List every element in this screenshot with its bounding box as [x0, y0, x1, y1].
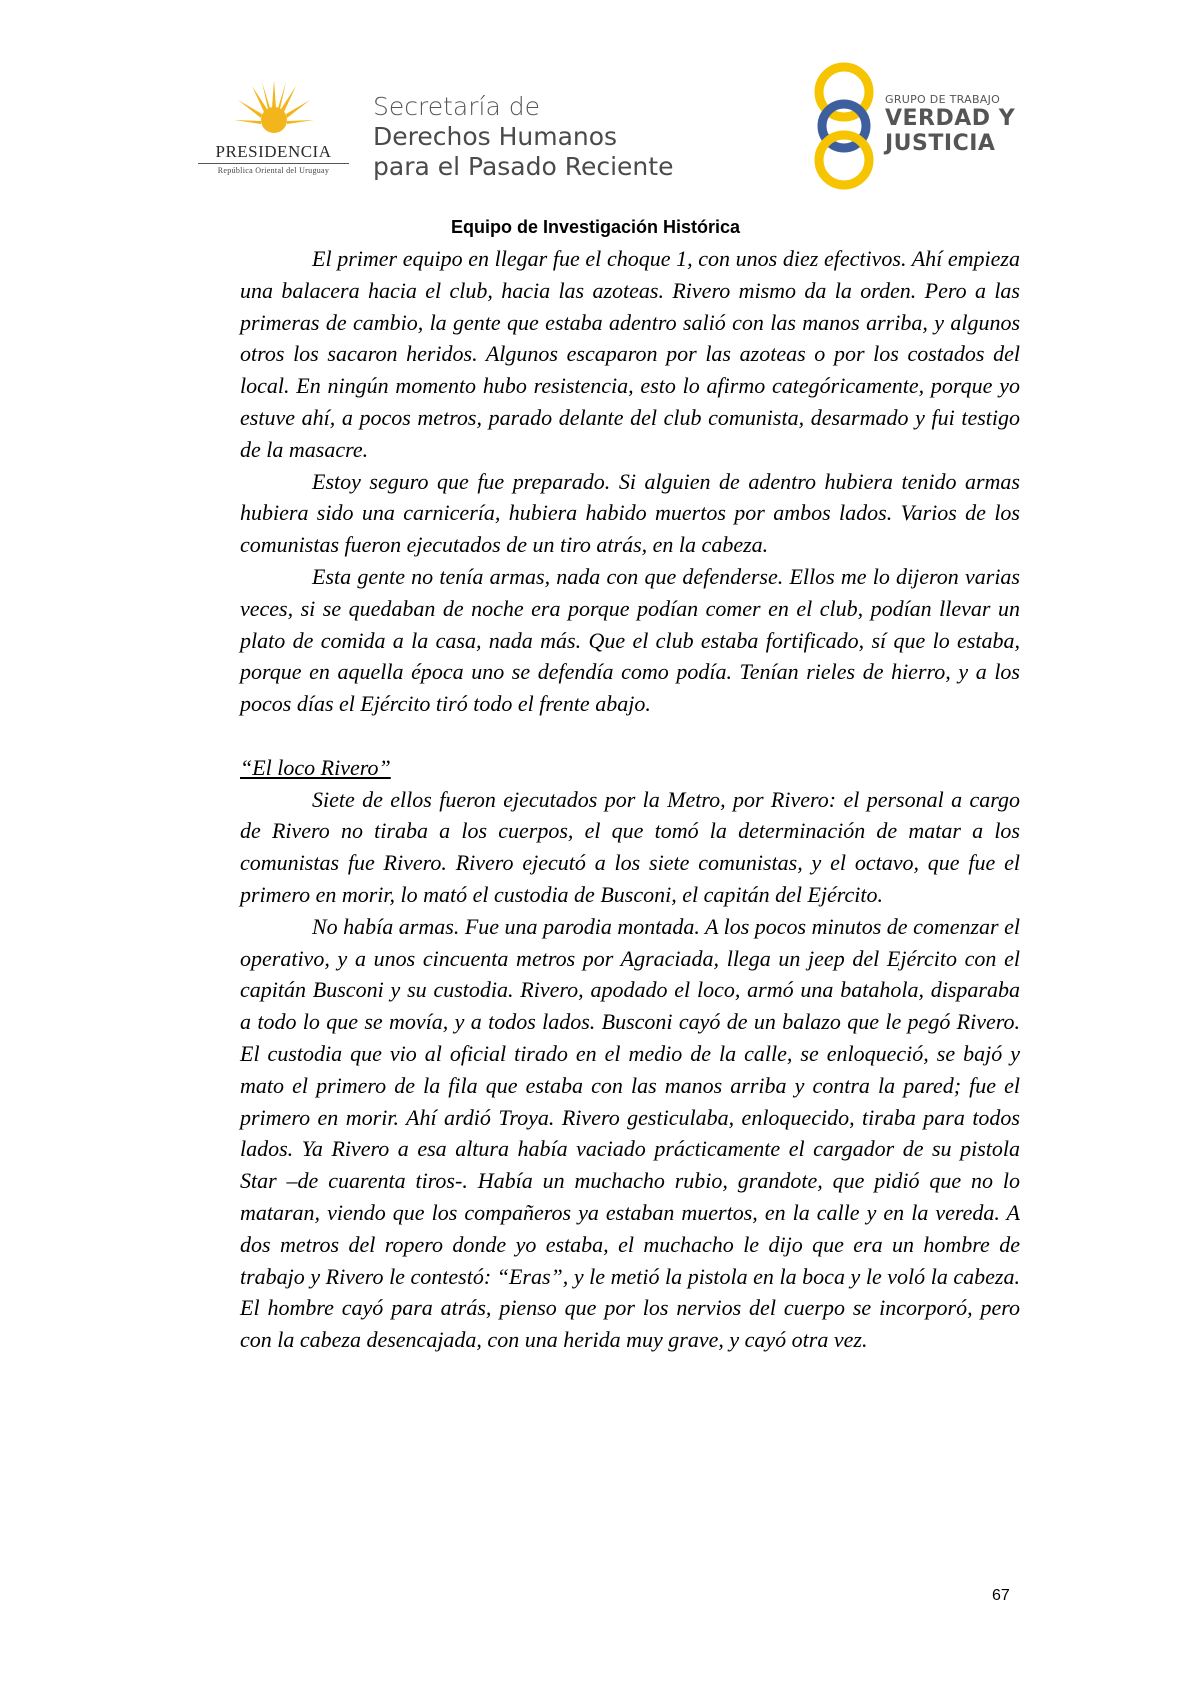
gtvj-line-2: VERDAD Y — [885, 106, 1016, 131]
rings-emblem-icon — [805, 60, 883, 190]
verdad-justicia-logo — [805, 60, 1016, 190]
gtvj-line-3: JUSTICIA — [885, 131, 996, 156]
secretaria-line-1: Secretaría de — [373, 92, 540, 121]
presidencia-logo — [196, 78, 351, 178]
section-subheading: “El loco Rivero” — [240, 754, 391, 780]
paragraph: El primer equipo en llegar fue el choque 1, con unos diez efectivos. Ahí empieza una balacera hacia el club, hacia las azoteas. Rivero mismo da la orden. Pero a las primeras de cambio, la gente que estaba adentro salió con las manos arriba, y algunos otros los sacaron heridos. Algunos escaparon por las azoteas o por los costados del local. En ningún momento hubo resistencia, esto lo afirmo categóricamente, porque yo estuve ahí, a pocos metros, parado delante del club comunista, desarmado y fui testigo de la masacre. — [240, 246, 1020, 462]
presidencia-subtitle: República Oriental del Uruguay — [217, 166, 330, 175]
presidencia-title: PRESIDENCIA — [215, 142, 332, 161]
paragraph: Estoy seguro que fue preparado. Si alguien de adentro hubiera tenido armas hubiera sido una carnicería, hubiera habido muertos por ambos lados. Varios de los comunistas fueron ejecutados de un tiro atrás, en la cabeza. — [240, 468, 1020, 558]
secretaria-line-2: Derechos Humanos — [373, 122, 618, 151]
paragraph: No había armas. Fue una parodia montada. A los pocos minutos de comenzar el operativo, y a unos cincuenta metros por Agraciada, llega un jeep del Ejército con el capitán Busconi y su custodia. Rivero, apodado el loco, armó una batahola, disparaba a todo lo que se movía, y a todos lados. Busconi cayó de un balazo que le pegó Rivero. El custodia que vio al oficial tirado en el medio de la calle, se enloqueció, se bajó y mato el primero de la fila que estaba con las manos arriba y contra la pared; fue el primero en morir. Ahí ardió Troya. Rivero gesticulaba, enloquecido, tiraba para todos lados. Ya Rivero a esa altura había vaciado prácticamente el cargador de su pistola Star –de cuarenta tiros-. Había un muchacho rubio, grandote, que pidió que no lo mataran, viendo que los compañeros ya estaban muertos, en la calle y en la vereda. A dos metros del ropero donde yo estaba, el muchacho le dijo que era un hombre de trabajo y Rivero le contestó: “Eras”, y le metió la pistola en la boca y le voló la cabeza. El hombre cayó para atrás, pienso que por los nervios del cuerpo se incorporó, pero con la cabeza desencajada, con una herida muy grave, y cayó otra vez. — [240, 913, 1020, 1353]
divider — [198, 163, 349, 164]
sun-emblem-icon — [234, 78, 314, 140]
page-number: 67 — [992, 1587, 1010, 1604]
paragraph: Siete de ellos fueron ejecutados por la Metro, por Rivero: el personal a cargo de Rivero no tiraba a los cuerpos, el que tomó la determinación de matar a los comunistas fue Rivero. Rivero ejecutó a los siete comunistas, y el octavo, que fue el primero en morir, lo mató el custodia de Busconi, el capitán del Ejército. — [240, 786, 1020, 907]
document-body — [240, 243, 1020, 1356]
gtvj-line-1: GRUPO DE TRABAJO — [885, 93, 1001, 106]
paragraph-spacer — [240, 720, 1020, 752]
paragraph: Esta gente no tenía armas, nada con que defenderse. Ellos me lo dijeron varias veces, si se quedaban de noche era porque podían comer en el club, podían llevar un plato de comida a la casa, nada más. Que el club estaba fortificado, sí que lo estaba, porque en aquella época uno se defendía como podía. Tenían rieles de hierro, y a los pocos días el Ejército tiró todo el frente abajo. — [240, 563, 1020, 717]
page-title: Equipo de Investigación Histórica — [450, 217, 741, 237]
secretaria-line-3: para el Pasado Reciente — [373, 152, 674, 181]
secretaria-heading — [373, 92, 673, 182]
